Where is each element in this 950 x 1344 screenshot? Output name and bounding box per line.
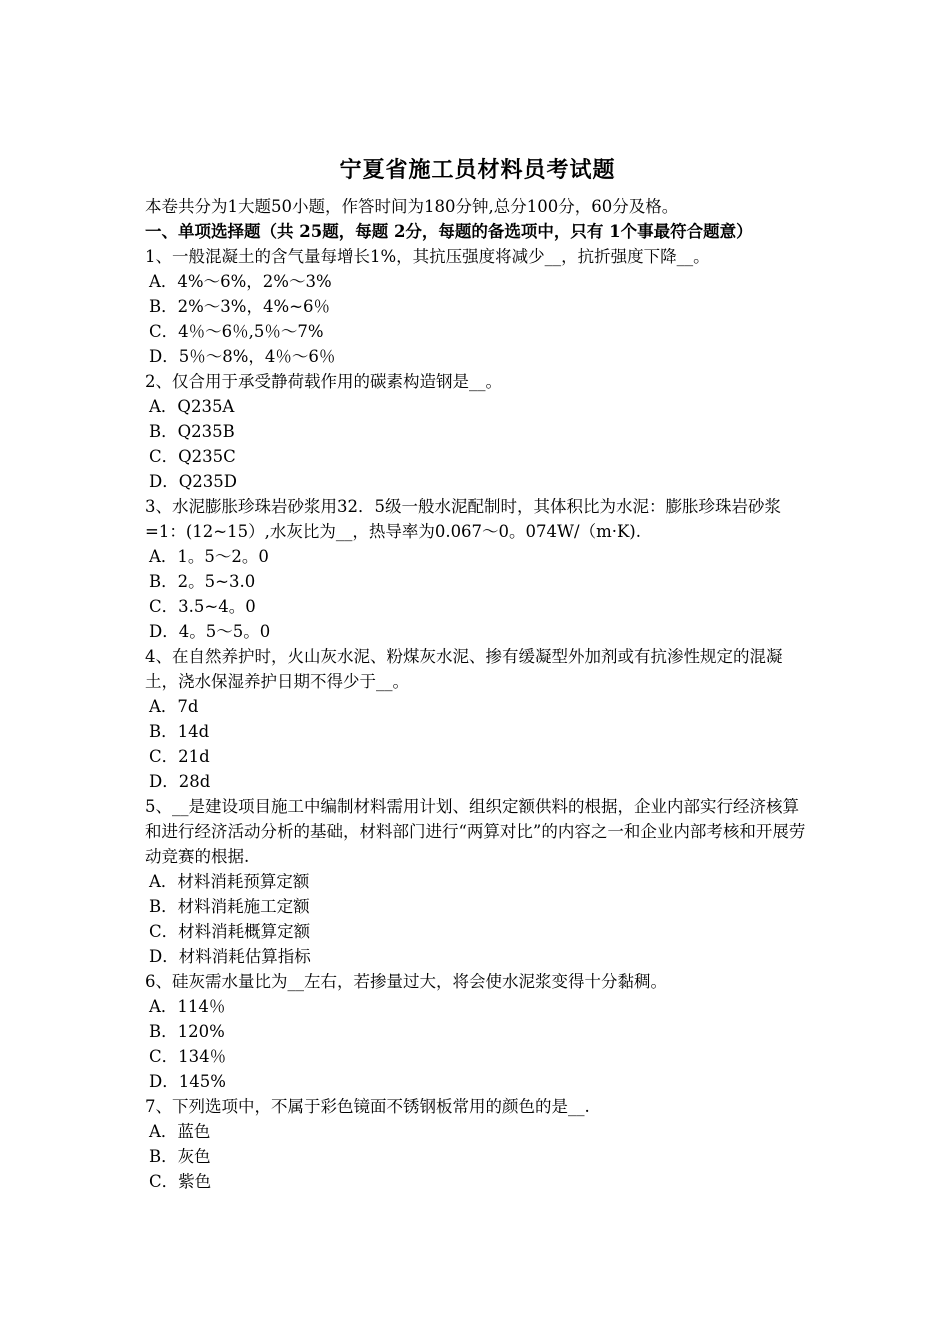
question-item — [145, 794, 810, 969]
document-title: 宁夏省施工员材料员考试题 — [339, 157, 616, 183]
option-list — [145, 269, 810, 369]
option-list — [145, 694, 810, 794]
question-item — [145, 244, 810, 369]
option-list — [145, 994, 810, 1094]
answer-option: B．Q235B — [149, 422, 235, 441]
answer-option: C．4％～6％,5％～7% — [149, 322, 324, 341]
option-list — [145, 869, 810, 969]
question-stem: 5、__是建设项目施工中编制材料需用计划、组织定额供料的根据，企业内部实行经济核算和进行经济活动分析的基础，材料部门进行“两算对比”的内容之一和企业内部考核和开展劳动竞赛的根据. — [145, 797, 806, 866]
question-item — [145, 1094, 810, 1194]
document-intro: 本卷共分为1大题50小题，作答时间为180分钟,总分100分，60分及格。 — [145, 197, 679, 216]
answer-option: D．Q235D — [149, 472, 237, 491]
option-list — [145, 394, 810, 494]
answer-option: B．14d — [149, 722, 210, 741]
question-item — [145, 969, 810, 1094]
answer-option: C．134％ — [149, 1047, 227, 1066]
answer-option: D．28d — [149, 772, 211, 791]
question-item — [145, 369, 810, 494]
document-content — [145, 150, 810, 1194]
answer-option: B．2。5~3.0 — [149, 572, 256, 591]
question-stem: 4、在自然养护时，火山灰水泥、粉煤灰水泥、掺有缓凝型外加剂或有抗渗性规定的混凝土，浇水保湿养护日期不得少于__。 — [145, 647, 783, 691]
answer-option: B．120% — [149, 1022, 225, 1041]
answer-option: C．3.5~4。0 — [149, 597, 256, 616]
answer-option: D．4。5～5。0 — [149, 622, 271, 641]
answer-option: C．Q235C — [149, 447, 236, 466]
answer-option: B．2%～3%，4%~6％ — [149, 297, 330, 316]
answer-option: A．1。5～2。0 — [149, 547, 269, 566]
question-stem: 7、下列选项中，不属于彩色镜面不锈钢板常用的颜色的是__. — [145, 1097, 590, 1116]
answer-option: B．材料消耗施工定额 — [149, 897, 310, 916]
answer-option: C．21d — [149, 747, 210, 766]
option-list — [145, 1119, 810, 1194]
question-list — [145, 244, 810, 1194]
answer-option: A．蓝色 — [149, 1122, 211, 1141]
question-item — [145, 644, 810, 794]
answer-option: C．材料消耗概算定额 — [149, 922, 311, 941]
question-stem: 2、仅合用于承受静荷载作用的碳素构造钢是__。 — [145, 372, 502, 391]
section-heading: 一、单项选择题（共 25题，每题 2分，每题的备选项中，只有 1个事最符合题意） — [145, 222, 753, 241]
question-stem: 6、硅灰需水量比为__左右，若掺量过大，将会使水泥浆变得十分黏稠。 — [145, 972, 667, 991]
question-item — [145, 494, 810, 644]
answer-option: D．145% — [149, 1072, 226, 1091]
answer-option: A．7d — [149, 697, 199, 716]
answer-option: A．114％ — [149, 997, 226, 1016]
answer-option: B．灰色 — [149, 1147, 211, 1166]
option-list — [145, 544, 810, 644]
answer-option: C．紫色 — [149, 1172, 212, 1191]
answer-option: A．材料消耗预算定额 — [149, 872, 310, 891]
question-stem: 3、水泥膨胀珍珠岩砂浆用32．5级一般水泥配制时，其体积比为水泥：膨胀珍珠岩砂浆=1：(12~15）,水灰比为__，热导率为0.067～0。074W/（m·K). — [145, 497, 781, 541]
answer-option: D．材料消耗估算指标 — [149, 947, 311, 966]
answer-option: A．Q235A — [149, 397, 235, 416]
answer-option: D．5％～8%，4％～6％ — [149, 347, 336, 366]
answer-option: A．4%～6%，2%～3% — [149, 272, 332, 291]
question-stem: 1、一般混凝土的含气量每增长1%，其抗压强度将减少__，抗折强度下降__。 — [145, 247, 710, 266]
